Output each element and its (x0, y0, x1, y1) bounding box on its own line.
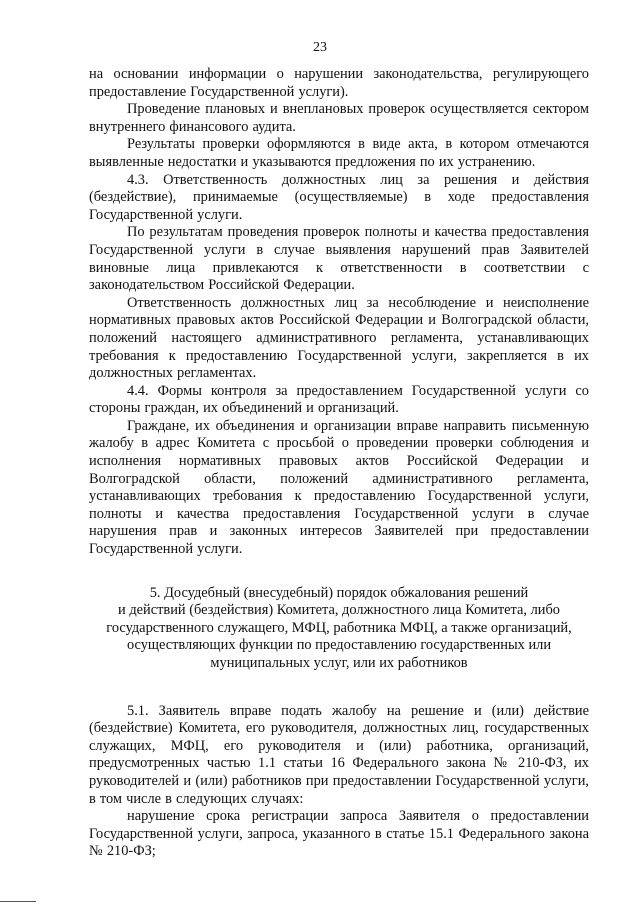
paragraph-continuation: на основании информации о нарушении законодательства, регулирующего предоставление Государственной услуги). (89, 66, 589, 100)
paragraph-audit-sector: Проведение плановых и внеплановых проверок осуществляется сектором внутреннего финансового аудита. (89, 101, 589, 135)
section-5-title-line: государственного служащего, МФЦ, работника МФЦ, а также организаций, (106, 619, 572, 636)
paragraph-inspection-liability: По результатам проведения проверок полноты и качества предоставления Государственной услуги в случае выявления нарушений прав Заявителей виновные лица привлекаются к ответственности в соответствии с законодательством Российской Федерации. (89, 224, 589, 294)
document-body (89, 66, 589, 861)
paragraph-inspection-results: Результаты проверки оформляются в виде акта, в котором отмечаются выявленные недостатки и указываются предложения по их устранению. (89, 136, 589, 170)
section-5-title (89, 585, 589, 673)
paragraph-non-compliance-liability: Ответственность должностных лиц за несоблюдение и неисполнение нормативных правовых актов Российской Федерации и Волгоградской области, положений настоящего административного регламента, устанавливающих требования к предоставлению Государственной услуги, закрепляется в их должностных регламентах. (89, 294, 589, 382)
paragraph-4-3-heading: 4.3. Ответственность должностных лиц за решения и действия (бездействие), принимаемые (осуществляемые) в ходе предоставления Государственной услуги. (89, 171, 589, 223)
section-5-title-line: 5. Досудебный (внесудебный) порядок обжалования решений (149, 584, 529, 601)
paragraph-citizen-complaints: Граждане, их объединения и организации вправе направить письменную жалобу в адрес Комитета с просьбой о проведении проверки соблюдения и исполнения нормативных правовых актов Российской Федерации и Волгоградской области, положений административного регламента, устанавливающих требования к предоставлению Государственной услуги, полноты и качества предоставления Государственной услуги в случае нарушения прав и законных интересов Заявителей при предоставлении Государственной услуги. (89, 417, 589, 558)
section-5-title-line: муниципальных услуг, или их работников (210, 655, 468, 671)
page-number: 23 (313, 40, 327, 55)
section-5-title-line: и действий (бездействия) Комитета, должностного лица Комитета, либо (118, 602, 560, 619)
footer-divider (0, 901, 36, 902)
paragraph-4-4-heading: 4.4. Формы контроля за предоставлением Государственной услуги со стороны граждан, их объединений и организаций. (89, 382, 589, 417)
paragraph-5-1: 5.1. Заявитель вправе подать жалобу на решение и (или) действие (бездействие) Комитета, его руководителя, должностных лиц, государственных служащих, МФЦ, его руководителя и (или) работника, организаций, предусмотренных частью 1.1 статьи 16 Федерального закона № 210-ФЗ, их руководителей и (или) работников при предоставлении Государственной услуги, в том числе в следующих случаях: (89, 702, 589, 807)
paragraph-registration-violation: нарушение срока регистрации запроса Заявителя о предоставлении Государственной услуги, запроса, указанного в статье 15.1 Федерального закона № 210-ФЗ; (89, 808, 589, 860)
section-5-title-line: осуществляющих функции по предоставлению государственных или (126, 637, 552, 654)
